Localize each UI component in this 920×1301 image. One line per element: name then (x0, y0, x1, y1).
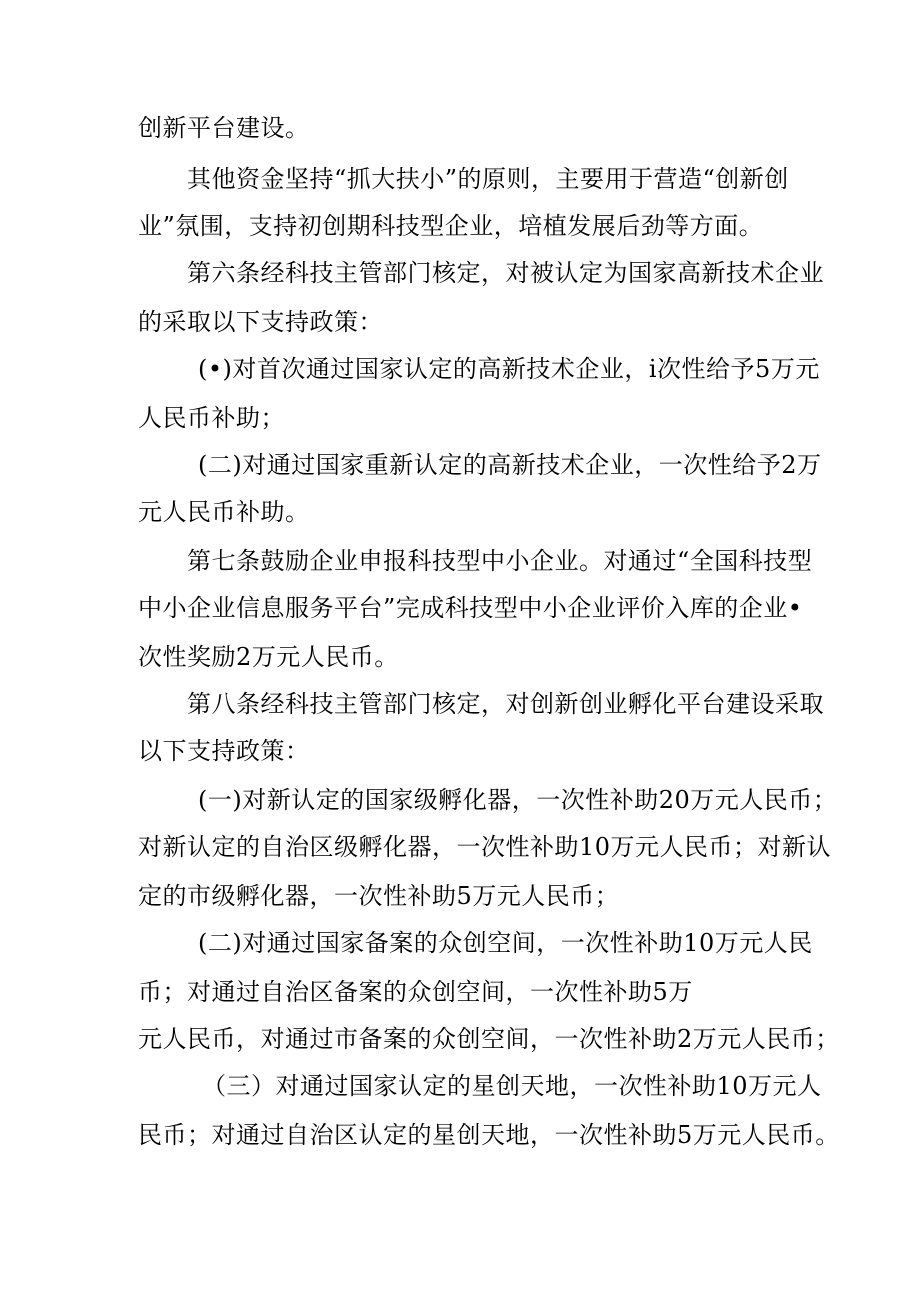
text-line: 第六条经科技主管部门核定，对被认定为国家高新技术企业 (187, 259, 824, 287)
text-line: 定的市级孵化器，一次性补助5万元人民币； (138, 882, 620, 910)
text-line: 以下支持政策： (138, 737, 310, 765)
text-line: (二)对通过国家备案的众创空间，一次性补助10万元人民 (198, 929, 813, 957)
text-line: 第七条鼓励企业申报科技型中小企业。对通过“全国科技型 (187, 547, 813, 575)
text-line: 民币；对通过自治区认定的星创天地，一次性补助5万元人民币。 (138, 1121, 840, 1149)
text-line: 的采取以下支持政策： (138, 308, 383, 336)
text-line: (一)对新认定的国家级孵化器，一次性补助20万元人民币； (198, 786, 838, 814)
text-line: 元人民币补助。 (138, 498, 310, 526)
text-line: 第八条经科技主管部门核定，对创新创业孵化平台建设采取 (187, 690, 824, 718)
text-line: (二)对通过国家重新认定的高新技术企业，一次性给予2万 (198, 451, 822, 479)
text-line: （三）对通过国家认定的星创天地，一次性补助10万元人 (202, 1072, 822, 1100)
text-line: 元人民币，对通过市备案的众创空间，一次性补助2万元人民币； (138, 1025, 840, 1053)
text-line: 其他资金坚持“抓大扶小”的原则，主要用于营造“创新创 (187, 165, 789, 193)
text-line: 人民币补助； (138, 404, 285, 432)
text-line: 币；对通过自治区备案的众创空间，一次性补助5万 (138, 978, 693, 1006)
text-line: 中小企业信息服务平台”完成科技型中小企业评价入库的企业• (138, 594, 803, 622)
text-line: 创新平台建设。 (138, 114, 310, 142)
text-line: 次性奖励2万元人民币。 (138, 643, 399, 671)
text-line: (•)对首次通过国家认定的高新技术企业，i次性给予5万元 (198, 355, 820, 383)
text-line: 业”氛围，支持初创期科技型企业，培植发展后劲等方面。 (138, 212, 764, 240)
text-line: 对新认定的自治区级孵化器，一次性补助10万元人民币；对新认 (138, 833, 832, 861)
